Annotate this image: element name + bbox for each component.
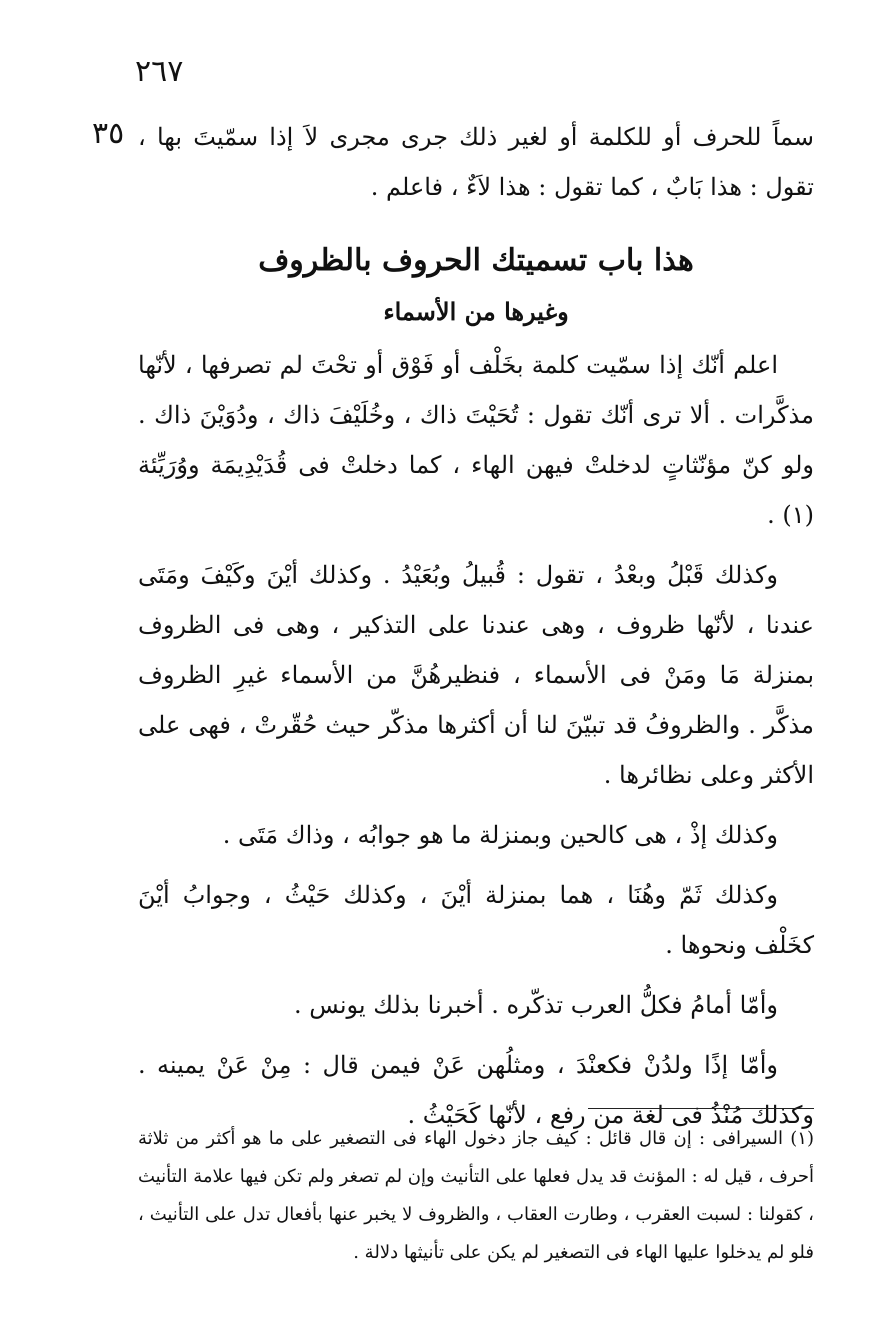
page-number: ٢٦٧ — [135, 54, 184, 89]
paragraph-4: وكذلك ثَمّ وهُنَا ، هما بمنزلة أيْنَ ، وكذلك حَيْثُ ، وجوابُ أيْنَ كخَلْف ونحوها . — [138, 881, 814, 959]
chapter-subheading: وغيرها من الأسماء — [383, 297, 569, 326]
paragraph-1: اعلم أنّك إذا سمّيت كلمة بخَلْف أو فَوْق أو تحْتَ لم تصرفها ، لأنّها مذكَّرات . ألا ترى أنّك تقول : تُحَيْتَ ذاك ، وخُلَيْفَ ذاك ، ودُوَيْنَ ذاك . ولو كنّ مؤنّثاتٍ لدخلتْ فيهن الهاء ، كما دخلتْ فى قُدَيْدِيمَة ووُرَيِّئة (١) . — [138, 351, 815, 529]
chapter-heading: هذا باب تسميتك الحروف بالظروف — [258, 243, 694, 278]
footnote-divider — [588, 1108, 814, 1109]
intro-paragraph: سماً للحرف أو للكلمة أو لغير ذلك جرى مجرى لاَ إذا سمّيتَ بها ، تقول : هذا بَابٌ ، كما تقول : هذا لاَءٌ ، فاعلم . — [138, 123, 814, 201]
intro-block — [138, 112, 814, 212]
line-marker: ٣٥ — [92, 116, 125, 151]
footnote: (١) السيرافى : إن قال قائل : كيف جاز دخول الهاء فى التصغير على ما هو أكثر من ثلاثة أحرف ، قيل له : المؤنث قد يدل فعلها على التأنيث وإن لم تصغر ولم تكن فيها علامة التأنيث ، كقولنا : لسبت العقرب ، وطارت العقاب ، والظروف لا يخبر عنها بأفعال تدل على التأنيث ، فلو لم يدخلوا عليها الهاء فى التصغير لم يكن على تأنيثها دلالة . — [138, 1128, 814, 1263]
body-text — [138, 340, 814, 1140]
paragraph-3: وكذلك إذْ ، هى كالحين وبمنزلة ما هو جوابُه ، وذاك مَتَى . — [222, 821, 778, 849]
paragraph-2: وكذلك قَبْلُ وبعْدُ ، تقول : قُبيلُ وبُعَيْدُ . وكذلك أيْنَ وكَيْفَ ومَتَى عندنا ، لأنّها ظروف ، وهى عندنا على التذكير ، وهى فى الظروف بمنزلة مَا ومَنْ فى الأسماء ، فنظيرهُنَّ من الأسماء غيرِ الظروف مذكَّر . والظروفُ قد تبيّنَ لنا أن أكثرها مذكّر حيث حُقّرتْ ، فهى على الأكثر وعلى نظائرها . — [138, 561, 814, 789]
paragraph-6: وأمّا إذًا ولدُنْ فكعنْدَ ، ومثلُهن عَنْ فيمن قال : مِنْ عَنْ يمينه . وكذلك مُنْذُ فى لغة من رفع ، لأنّها كَحَيْثُ . — [138, 1051, 814, 1129]
paragraph-5: وأمّا أمامُ فكلُّ العرب تذكّره . أخبرنا بذلك يونس . — [293, 991, 778, 1019]
